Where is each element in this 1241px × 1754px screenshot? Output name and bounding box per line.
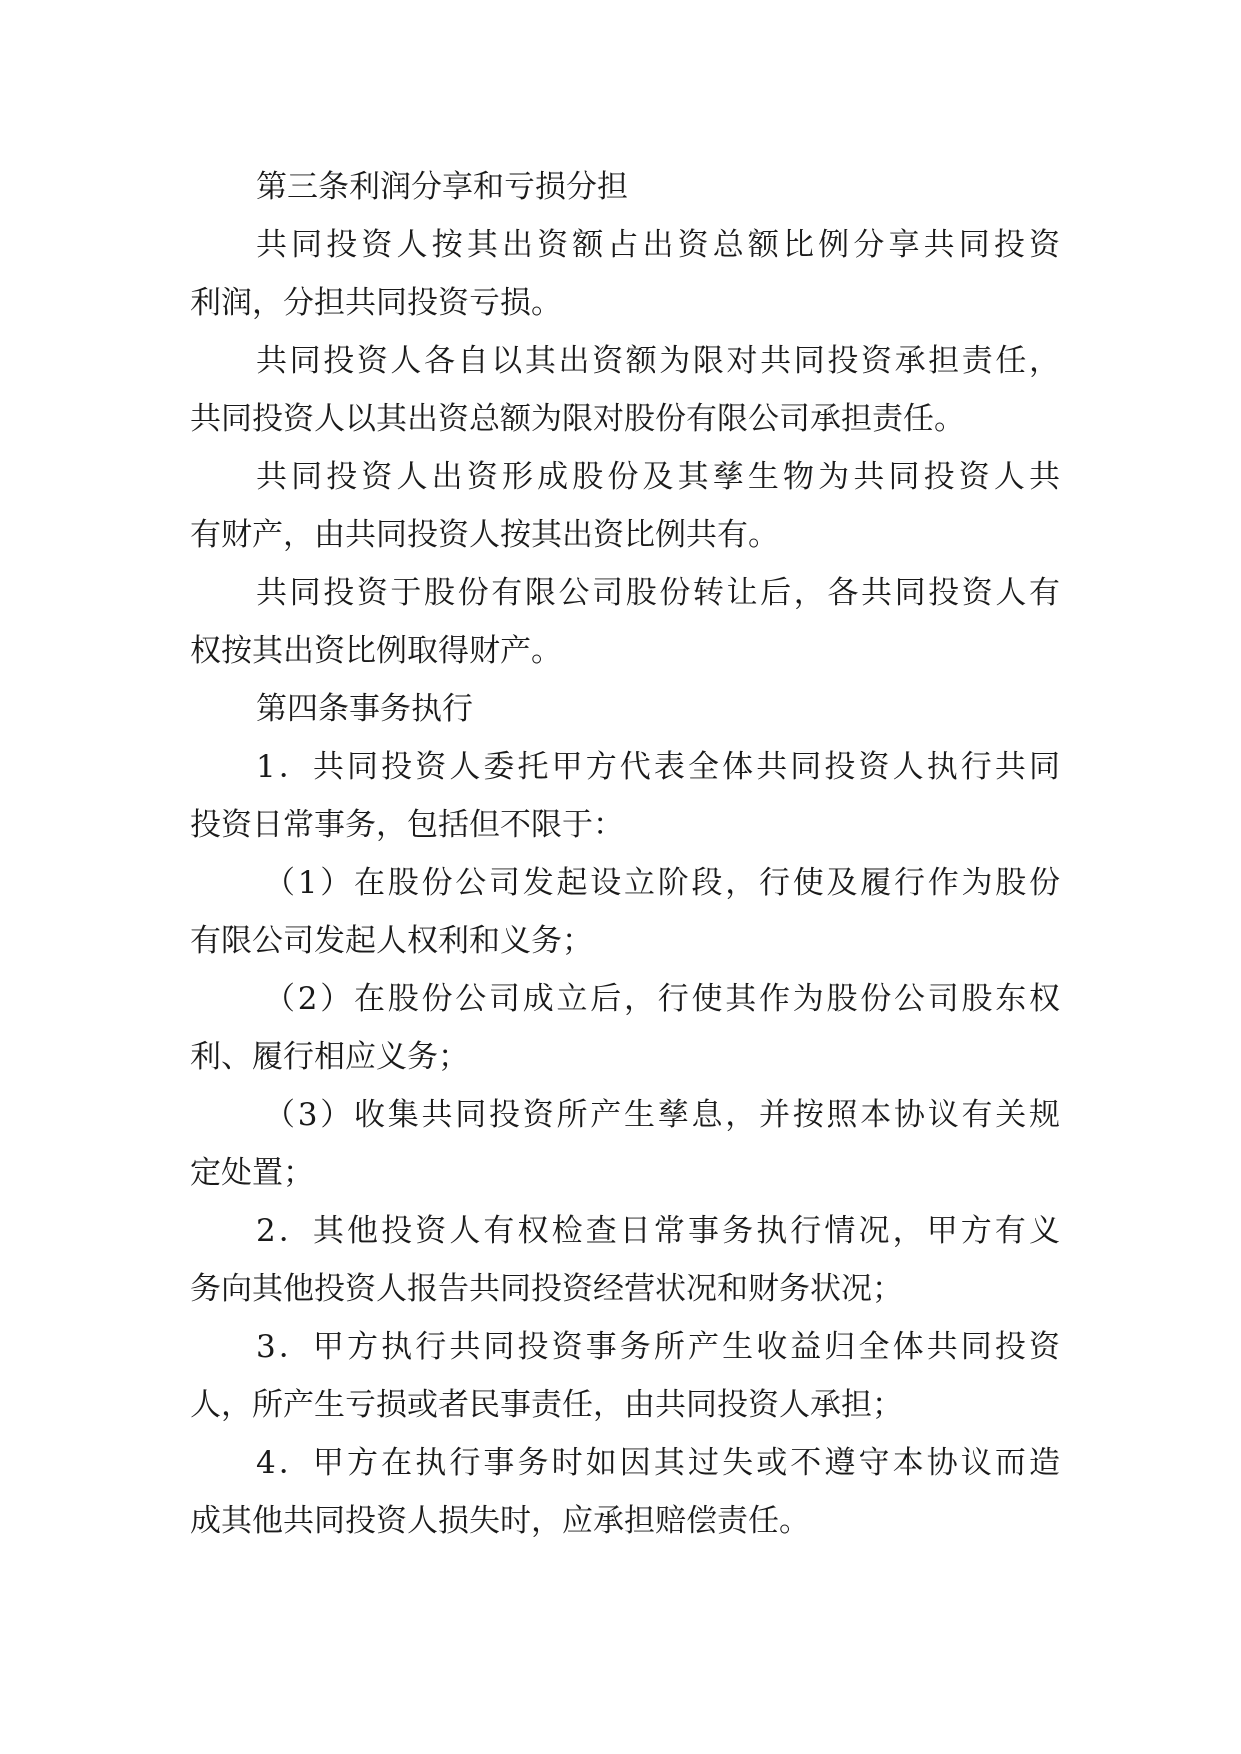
paragraph-line: 共同投资于股份有限公司股份转让后，各共同投资人有 [256, 575, 1060, 611]
list-item-line: 人，所产生亏损或者民事责任，由共同投资人承担； [190, 1387, 903, 1423]
list-item-line: 务向其他投资人报告共同投资经营状况和财务状况； [190, 1271, 903, 1307]
article-3-heading: 第三条利润分享和亏损分担 [256, 169, 628, 205]
list-item-line: 4．甲方在执行事务时如因其过失或不遵守本协议而造 [256, 1445, 1060, 1481]
paragraph-line: 利润，分担共同投资亏损。 [190, 285, 562, 321]
sub-item-line: 利、履行相应义务； [190, 1039, 469, 1075]
paragraph-line: 共同投资人出资形成股份及其孳生物为共同投资人共 [256, 459, 1060, 495]
list-item-line: 1．共同投资人委托甲方代表全体共同投资人执行共同 [256, 749, 1060, 785]
sub-item-line: 定处置； [190, 1155, 314, 1191]
paragraph-line: 共同投资人按其出资额占出资总额比例分享共同投资 [256, 227, 1060, 263]
article-4-heading: 第四条事务执行 [256, 691, 473, 727]
list-item-line: 成其他共同投资人损失时，应承担赔偿责任。 [190, 1503, 810, 1539]
sub-item-line: （3）收集共同投资所产生孳息，并按照本协议有关规 [264, 1097, 1060, 1133]
sub-item-line: （1）在股份公司发起设立阶段，行使及履行作为股份 [264, 865, 1060, 901]
paragraph-line: 共同投资人各自以其出资额为限对共同投资承担责任， [256, 343, 1060, 379]
paragraph-line: 权按其出资比例取得财产。 [190, 633, 562, 669]
sub-item-line: 有限公司发起人权利和义务； [190, 923, 593, 959]
list-item-line: 3．甲方执行共同投资事务所产生收益归全体共同投资 [256, 1329, 1060, 1365]
sub-item-line: （2）在股份公司成立后，行使其作为股份公司股东权 [264, 981, 1060, 1017]
paragraph-line: 共同投资人以其出资总额为限对股份有限公司承担责任。 [190, 401, 965, 437]
list-item-line: 投资日常事务，包括但不限于： [190, 807, 624, 843]
paragraph-line: 有财产，由共同投资人按其出资比例共有。 [190, 517, 779, 553]
list-item-line: 2．其他投资人有权检查日常事务执行情况，甲方有义 [256, 1213, 1060, 1249]
document-body [190, 158, 1060, 1550]
